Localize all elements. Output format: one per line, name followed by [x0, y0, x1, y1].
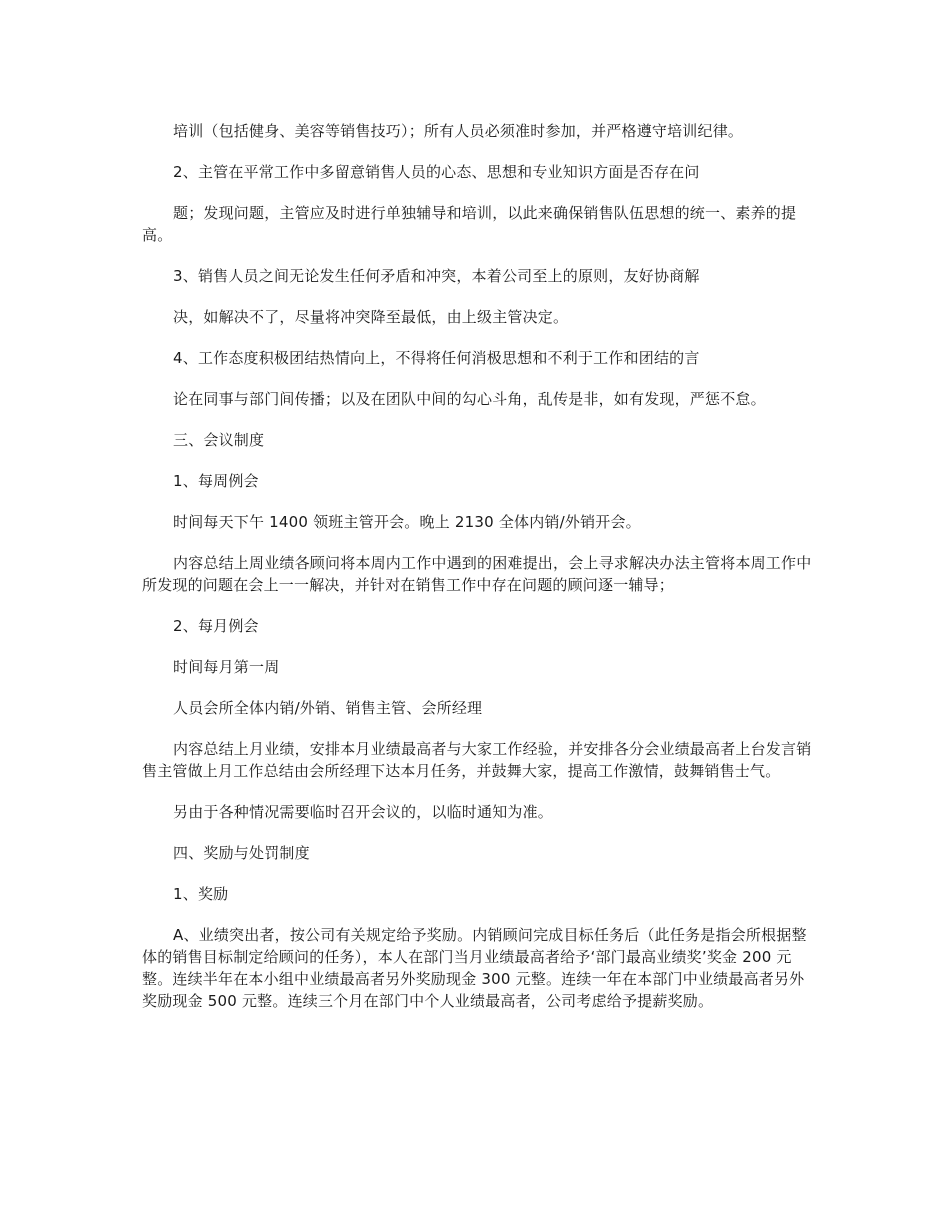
paragraph-item-3-line1: 3、销售人员之间无论发生任何矛盾和冲突，本着公司至上的原则，友好协商解 [173, 267, 700, 285]
paragraph-monthly-content: 内容总结上月业绩，安排本月业绩最高者与大家工作经验，并安排各分会业绩最高者上台发言销售主管做上月工作总结由会所经理下达本月任务，并鼓舞大家，提高工作激情，鼓舞销售士气。 [142, 740, 812, 780]
section-heading-rewards-penalties: 四、奖励与处罚制度 [173, 844, 310, 862]
paragraph-adhoc-meetings: 另由于各种情况需要临时召开会议的，以临时通知为准。 [173, 803, 554, 821]
subheading-rewards: 1、奖励 [173, 885, 229, 903]
paragraph-item-3-line2: 决，如解决不了，尽量将冲突降至最低，由上级主管决定。 [173, 308, 569, 326]
subheading-monthly-meeting: 2、每月例会 [173, 617, 259, 635]
paragraph-training-note: 培训（包括健身、美容等销售技巧）；所有人员必须准时参加，并严格遵守培训纪律。 [173, 122, 744, 140]
paragraph-weekly-content: 内容总结上周业绩各顾问将本周内工作中遇到的困难提出，会上寻求解决办法主管将本周工作中所发现的问题在会上一一解决，并针对在销售工作中存在问题的顾问逐一辅导； [142, 554, 812, 594]
paragraph-item-2-line2: 题；发现问题，主管应及时进行单独辅导和培训，以此来确保销售队伍思想的统一、素养的提高。 [142, 204, 797, 244]
document-body [142, 120, 812, 1031]
paragraph-item-4-line1: 4、工作态度积极团结热情向上，不得将任何消极思想和不利于工作和团结的言 [173, 349, 700, 367]
section-heading-meetings: 三、会议制度 [173, 431, 265, 449]
paragraph-monthly-attendees: 人员会所全体内销/外销、销售主管、会所经理 [173, 699, 483, 717]
paragraph-monthly-time: 时间每月第一周 [173, 658, 280, 676]
paragraph-item-2-line1: 2、主管在平常工作中多留意销售人员的心态、思想和专业知识方面是否存在问 [173, 163, 700, 181]
paragraph-reward-details: A、业绩突出者，按公司有关规定给予奖励。内销顾问完成目标任务后（此任务是指会所根据整体的销售目标制定给顾问的任务），本人在部门当月业绩最高者给予‘部门最高业绩奖’奖金 200 元整。连续半年在本小组中业绩最高者另外奖励现金 300 元整。连续一年在本部门中业绩最高者另外奖励现金 500 元整。连续三个月在部门中个人业绩最高者，公司考虑给予提薪奖励。 [142, 926, 807, 1010]
paragraph-item-4-line2: 论在同事与部门间传播；以及在团队中间的勾心斗角，乱传是非，如有发现，严惩不怠。 [173, 390, 766, 408]
subheading-weekly-meeting: 1、每周例会 [173, 472, 259, 490]
paragraph-weekly-time: 时间每天下午 1400 领班主管开会。晚上 2130 全体内销/外销开会。 [173, 513, 641, 531]
